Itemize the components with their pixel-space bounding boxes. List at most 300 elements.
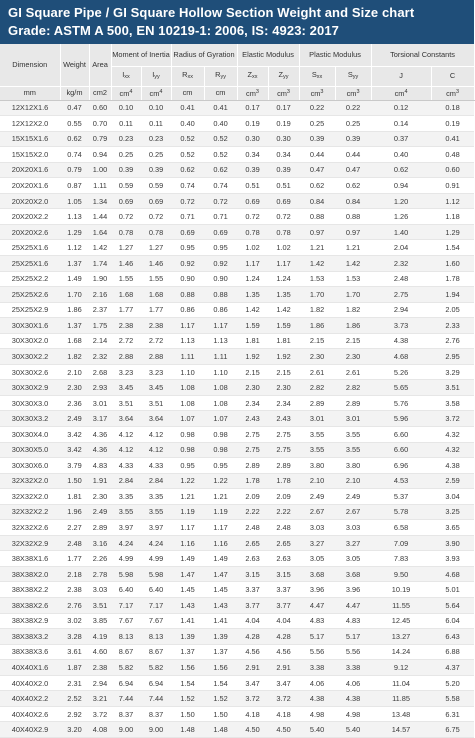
cell-rxx: 0.86 [171, 302, 204, 318]
cell-syy: 0.25 [335, 116, 371, 132]
cell-sxx: 3.96 [299, 582, 335, 598]
cell-zyy: 3.15 [268, 566, 299, 582]
cell-zxx: 0.72 [237, 209, 268, 225]
cell-weight: 0.62 [60, 131, 89, 147]
cell-iyy: 4.24 [141, 535, 171, 551]
cell-j: 6.58 [371, 520, 431, 536]
cell-sxx: 2.82 [299, 380, 335, 396]
cell-syy: 2.49 [335, 489, 371, 505]
cell-j: 13.27 [371, 629, 431, 645]
cell-weight: 3.02 [60, 613, 89, 629]
cell-c: 6.88 [431, 644, 474, 660]
cell-j: 6.60 [371, 426, 431, 442]
cell-zyy: 1.59 [268, 318, 299, 334]
cell-rxx: 1.56 [171, 660, 204, 676]
cell-ixx: 4.12 [111, 442, 141, 458]
cell-c: 3.90 [431, 535, 474, 551]
cell-rxx: 0.98 [171, 426, 204, 442]
cell-area: 1.75 [89, 318, 111, 334]
cell-zxx: 3.15 [237, 566, 268, 582]
cell-zyy: 3.47 [268, 675, 299, 691]
cell-area: 2.37 [89, 302, 111, 318]
table-row [0, 364, 474, 380]
cell-iyy: 0.39 [141, 162, 171, 178]
cell-iyy: 3.51 [141, 395, 171, 411]
cell-c: 2.95 [431, 349, 474, 365]
header-plastic-modulus: Plastic Modulus [299, 44, 371, 66]
cell-rxx: 1.13 [171, 333, 204, 349]
cell-dimension: 32X32X2.2 [0, 504, 60, 520]
cell-ryy: 1.19 [204, 504, 237, 520]
cell-ixx: 3.35 [111, 489, 141, 505]
cell-zxx: 2.48 [237, 520, 268, 536]
cell-syy: 0.97 [335, 224, 371, 240]
header-radius-of-gyration: Radius of Gyration [171, 44, 237, 66]
cell-ryy: 1.39 [204, 629, 237, 645]
table-body [0, 100, 474, 737]
cell-c: 0.91 [431, 178, 474, 194]
cell-zxx: 0.69 [237, 193, 268, 209]
cell-area: 3.17 [89, 411, 111, 427]
table-row [0, 598, 474, 614]
cell-c: 1.54 [431, 240, 474, 256]
cell-ixx: 2.88 [111, 349, 141, 365]
header-weight: Weight [60, 44, 89, 86]
cell-ixx: 0.10 [111, 100, 141, 116]
cell-sxx: 5.17 [299, 629, 335, 645]
cell-ryy: 0.41 [204, 100, 237, 116]
cell-j: 5.26 [371, 364, 431, 380]
cell-iyy: 1.77 [141, 302, 171, 318]
cell-syy: 4.38 [335, 691, 371, 707]
cell-ryy: 0.95 [204, 240, 237, 256]
cell-iyy: 0.11 [141, 116, 171, 132]
cell-syy: 3.01 [335, 411, 371, 427]
cell-ixx: 1.46 [111, 255, 141, 271]
cell-ryy: 1.52 [204, 691, 237, 707]
cell-weight: 1.86 [60, 302, 89, 318]
cell-dimension: 12X12X1.6 [0, 100, 60, 116]
cell-ixx: 6.40 [111, 582, 141, 598]
cell-dimension: 30X30X2.6 [0, 364, 60, 380]
cell-dimension: 38X38X2.9 [0, 613, 60, 629]
unit-zxx: $cm^3$ [237, 86, 268, 100]
cell-dimension: 30X30X2.9 [0, 380, 60, 396]
cell-weight: 0.47 [60, 100, 89, 116]
cell-c: 1.94 [431, 287, 474, 303]
cell-j: 11.04 [371, 675, 431, 691]
cell-sxx: 1.82 [299, 302, 335, 318]
header-area: Area [89, 44, 111, 86]
sym-c: C [431, 66, 474, 86]
cell-ryy: 0.88 [204, 287, 237, 303]
cell-dimension: 30X30X4.0 [0, 426, 60, 442]
cell-area: 2.93 [89, 380, 111, 396]
cell-ixx: 0.72 [111, 209, 141, 225]
cell-dimension: 32X32X2.6 [0, 520, 60, 536]
cell-ixx: 0.25 [111, 147, 141, 163]
cell-c: 1.18 [431, 209, 474, 225]
table-row [0, 255, 474, 271]
cell-c: 3.65 [431, 520, 474, 536]
cell-iyy: 4.12 [141, 426, 171, 442]
cell-dimension: 15X15X1.6 [0, 131, 60, 147]
cell-area: 3.72 [89, 706, 111, 722]
sym-ixx: $I_{xx}$ [111, 66, 141, 86]
cell-rxx: 1.47 [171, 566, 204, 582]
cell-dimension: 20X20X1.6 [0, 178, 60, 194]
cell-iyy: 3.55 [141, 504, 171, 520]
cell-syy: 2.82 [335, 380, 371, 396]
cell-sxx: 2.67 [299, 504, 335, 520]
cell-j: 5.65 [371, 380, 431, 396]
cell-area: 2.32 [89, 349, 111, 365]
cell-iyy: 7.17 [141, 598, 171, 614]
cell-weight: 0.79 [60, 162, 89, 178]
cell-zxx: 1.02 [237, 240, 268, 256]
cell-ryy: 1.16 [204, 535, 237, 551]
table-row [0, 473, 474, 489]
cell-ryy: 0.69 [204, 224, 237, 240]
cell-sxx: 0.22 [299, 100, 335, 116]
cell-sxx: 5.40 [299, 722, 335, 738]
cell-area: 2.14 [89, 333, 111, 349]
cell-rxx: 1.41 [171, 613, 204, 629]
header-moment-of-inertia: Moment of Inertia [111, 44, 171, 66]
cell-area: 1.42 [89, 240, 111, 256]
cell-c: 2.33 [431, 318, 474, 334]
cell-ixx: 3.45 [111, 380, 141, 396]
cell-dimension: 40X40X1.6 [0, 660, 60, 676]
cell-weight: 1.77 [60, 551, 89, 567]
cell-zyy: 2.15 [268, 364, 299, 380]
cell-sxx: 0.47 [299, 162, 335, 178]
cell-rxx: 0.52 [171, 147, 204, 163]
cell-zyy: 3.77 [268, 598, 299, 614]
cell-c: 0.48 [431, 147, 474, 163]
cell-weight: 1.81 [60, 489, 89, 505]
cell-dimension: 25X25X2.9 [0, 302, 60, 318]
cell-zyy: 3.37 [268, 582, 299, 598]
cell-ryy: 1.37 [204, 644, 237, 660]
cell-area: 4.36 [89, 442, 111, 458]
cell-ryy: 0.86 [204, 302, 237, 318]
cell-ryy: 0.62 [204, 162, 237, 178]
cell-j: 10.19 [371, 582, 431, 598]
cell-zyy: 1.24 [268, 271, 299, 287]
cell-rxx: 1.48 [171, 722, 204, 738]
cell-syy: 3.55 [335, 426, 371, 442]
cell-ryy: 1.56 [204, 660, 237, 676]
cell-syy: 0.22 [335, 100, 371, 116]
table-row [0, 489, 474, 505]
cell-dimension: 25X25X2.2 [0, 271, 60, 287]
cell-area: 2.94 [89, 675, 111, 691]
cell-j: 1.26 [371, 209, 431, 225]
table-row [0, 675, 474, 691]
cell-syy: 2.10 [335, 473, 371, 489]
cell-sxx: 3.03 [299, 520, 335, 536]
cell-zxx: 0.30 [237, 131, 268, 147]
table-row [0, 504, 474, 520]
table-row [0, 411, 474, 427]
cell-j: 2.04 [371, 240, 431, 256]
cell-ixx: 8.67 [111, 644, 141, 660]
header-row-units [0, 86, 474, 100]
cell-c: 1.78 [431, 271, 474, 287]
cell-c: 6.75 [431, 722, 474, 738]
cell-rxx: 1.08 [171, 395, 204, 411]
cell-sxx: 1.42 [299, 255, 335, 271]
cell-weight: 2.27 [60, 520, 89, 536]
cell-dimension: 38X38X3.6 [0, 644, 60, 660]
cell-zxx: 0.17 [237, 100, 268, 116]
sym-ryy: $R_{yy}$ [204, 66, 237, 86]
cell-dimension: 12X12X2.0 [0, 116, 60, 132]
cell-dimension: 25X25X1.6 [0, 255, 60, 271]
unit-sxx: $cm^3$ [299, 86, 335, 100]
cell-zxx: 1.24 [237, 271, 268, 287]
cell-area: 0.70 [89, 116, 111, 132]
cell-syy: 2.61 [335, 364, 371, 380]
cell-zyy: 0.19 [268, 116, 299, 132]
cell-ixx: 2.84 [111, 473, 141, 489]
cell-ryy: 0.52 [204, 147, 237, 163]
cell-dimension: 30X30X3.0 [0, 395, 60, 411]
cell-j: 5.78 [371, 504, 431, 520]
cell-rxx: 1.08 [171, 380, 204, 396]
cell-zxx: 0.78 [237, 224, 268, 240]
cell-ixx: 7.17 [111, 598, 141, 614]
cell-syy: 2.89 [335, 395, 371, 411]
cell-j: 2.75 [371, 287, 431, 303]
cell-sxx: 3.05 [299, 551, 335, 567]
cell-dimension: 38X38X2.2 [0, 582, 60, 598]
header-torsional-constants: Torsional Constants [371, 44, 474, 66]
cell-syy: 4.83 [335, 613, 371, 629]
cell-area: 4.19 [89, 629, 111, 645]
cell-zxx: 4.18 [237, 706, 268, 722]
cell-syy: 3.38 [335, 660, 371, 676]
cell-zxx: 2.89 [237, 458, 268, 474]
unit-zyy: $cm^3$ [268, 86, 299, 100]
cell-c: 4.32 [431, 426, 474, 442]
cell-area: 2.38 [89, 660, 111, 676]
cell-iyy: 2.38 [141, 318, 171, 334]
cell-c: 3.93 [431, 551, 474, 567]
cell-weight: 1.37 [60, 318, 89, 334]
cell-zyy: 2.75 [268, 442, 299, 458]
cell-area: 1.11 [89, 178, 111, 194]
cell-zyy: 1.81 [268, 333, 299, 349]
header-elastic-modulus: Elastic Modulus [237, 44, 299, 66]
cell-rxx: 1.37 [171, 644, 204, 660]
cell-iyy: 0.78 [141, 224, 171, 240]
cell-ixx: 4.12 [111, 426, 141, 442]
cell-zyy: 1.35 [268, 287, 299, 303]
cell-iyy: 2.72 [141, 333, 171, 349]
cell-syy: 1.86 [335, 318, 371, 334]
table-row [0, 224, 474, 240]
cell-zyy: 4.28 [268, 629, 299, 645]
table-row [0, 566, 474, 582]
cell-zyy: 1.17 [268, 255, 299, 271]
cell-syy: 2.30 [335, 349, 371, 365]
cell-c: 4.68 [431, 566, 474, 582]
cell-ixx: 7.44 [111, 691, 141, 707]
cell-ixx: 4.33 [111, 458, 141, 474]
cell-sxx: 3.55 [299, 442, 335, 458]
cell-area: 3.51 [89, 598, 111, 614]
cell-zyy: 1.92 [268, 349, 299, 365]
cell-weight: 1.29 [60, 224, 89, 240]
cell-ixx: 0.39 [111, 162, 141, 178]
cell-dimension: 20X20X2.0 [0, 193, 60, 209]
cell-weight: 2.52 [60, 691, 89, 707]
cell-zyy: 1.42 [268, 302, 299, 318]
cell-c: 3.72 [431, 411, 474, 427]
sym-rxx: $R_{xx}$ [171, 66, 204, 86]
cell-dimension: 40X40X2.6 [0, 706, 60, 722]
table-row [0, 287, 474, 303]
cell-c: 3.58 [431, 395, 474, 411]
cell-ixx: 0.69 [111, 193, 141, 209]
cell-sxx: 0.88 [299, 209, 335, 225]
cell-zyy: 2.65 [268, 535, 299, 551]
cell-ryy: 1.47 [204, 566, 237, 582]
cell-zyy: 0.34 [268, 147, 299, 163]
cell-sxx: 0.25 [299, 116, 335, 132]
cell-sxx: 4.38 [299, 691, 335, 707]
cell-j: 0.40 [371, 147, 431, 163]
cell-syy: 1.82 [335, 302, 371, 318]
cell-j: 0.12 [371, 100, 431, 116]
cell-iyy: 6.40 [141, 582, 171, 598]
cell-zyy: 0.78 [268, 224, 299, 240]
cell-j: 2.94 [371, 302, 431, 318]
cell-ryy: 0.72 [204, 193, 237, 209]
cell-zyy: 2.09 [268, 489, 299, 505]
cell-iyy: 4.99 [141, 551, 171, 567]
cell-zyy: 0.39 [268, 162, 299, 178]
cell-sxx: 5.56 [299, 644, 335, 660]
cell-weight: 3.42 [60, 426, 89, 442]
cell-zxx: 4.56 [237, 644, 268, 660]
cell-syy: 1.42 [335, 255, 371, 271]
table-row [0, 551, 474, 567]
cell-c: 2.59 [431, 473, 474, 489]
cell-ixx: 1.27 [111, 240, 141, 256]
cell-syy: 3.03 [335, 520, 371, 536]
cell-weight: 2.92 [60, 706, 89, 722]
cell-ixx: 7.67 [111, 613, 141, 629]
cell-ryy: 0.52 [204, 131, 237, 147]
cell-iyy: 8.37 [141, 706, 171, 722]
cell-rxx: 1.17 [171, 520, 204, 536]
cell-sxx: 2.30 [299, 349, 335, 365]
cell-iyy: 3.97 [141, 520, 171, 536]
cell-syy: 4.06 [335, 675, 371, 691]
cell-iyy: 7.44 [141, 691, 171, 707]
cell-c: 1.60 [431, 255, 474, 271]
cell-j: 11.55 [371, 598, 431, 614]
cell-iyy: 1.46 [141, 255, 171, 271]
cell-dimension: 25X25X1.6 [0, 240, 60, 256]
cell-area: 0.94 [89, 147, 111, 163]
cell-c: 2.76 [431, 333, 474, 349]
cell-c: 5.64 [431, 598, 474, 614]
table-row [0, 100, 474, 116]
cell-sxx: 2.49 [299, 489, 335, 505]
cell-rxx: 1.39 [171, 629, 204, 645]
cell-dimension: 25X25X2.6 [0, 287, 60, 303]
cell-sxx: 2.10 [299, 473, 335, 489]
cell-rxx: 0.41 [171, 100, 204, 116]
cell-j: 11.85 [371, 691, 431, 707]
cell-ixx: 3.55 [111, 504, 141, 520]
cell-dimension: 40X40X2.2 [0, 691, 60, 707]
unit-weight: kg/m [60, 86, 89, 100]
cell-zxx: 3.37 [237, 582, 268, 598]
cell-zyy: 2.22 [268, 504, 299, 520]
cell-zyy: 2.63 [268, 551, 299, 567]
cell-ixx: 2.72 [111, 333, 141, 349]
cell-j: 2.48 [371, 271, 431, 287]
cell-ryy: 1.43 [204, 598, 237, 614]
cell-zxx: 3.72 [237, 691, 268, 707]
cell-ixx: 6.94 [111, 675, 141, 691]
cell-syy: 0.47 [335, 162, 371, 178]
cell-weight: 2.18 [60, 566, 89, 582]
cell-sxx: 2.89 [299, 395, 335, 411]
cell-syy: 2.15 [335, 333, 371, 349]
cell-j: 3.73 [371, 318, 431, 334]
table-row [0, 116, 474, 132]
cell-ryy: 0.98 [204, 442, 237, 458]
cell-c: 4.32 [431, 442, 474, 458]
unit-rxx: cm [171, 86, 204, 100]
table-row [0, 706, 474, 722]
unit-ixx: $cm^4$ [111, 86, 141, 100]
cell-weight: 3.42 [60, 442, 89, 458]
cell-dimension: 32X32X2.0 [0, 473, 60, 489]
cell-zxx: 0.19 [237, 116, 268, 132]
table-row [0, 240, 474, 256]
cell-ixx: 8.13 [111, 629, 141, 645]
cell-zxx: 2.63 [237, 551, 268, 567]
cell-rxx: 1.07 [171, 411, 204, 427]
cell-syy: 1.21 [335, 240, 371, 256]
cell-zxx: 0.51 [237, 178, 268, 194]
cell-dimension: 38X38X1.6 [0, 551, 60, 567]
cell-zyy: 2.48 [268, 520, 299, 536]
cell-syy: 3.96 [335, 582, 371, 598]
sym-iyy: $I_{yy}$ [141, 66, 171, 86]
cell-iyy: 5.98 [141, 566, 171, 582]
cell-zxx: 4.28 [237, 629, 268, 645]
cell-ixx: 0.78 [111, 224, 141, 240]
cell-weight: 0.87 [60, 178, 89, 194]
cell-j: 13.48 [371, 706, 431, 722]
cell-sxx: 0.84 [299, 193, 335, 209]
cell-syy: 5.56 [335, 644, 371, 660]
cell-sxx: 2.61 [299, 364, 335, 380]
cell-ryy: 0.98 [204, 426, 237, 442]
cell-c: 6.04 [431, 613, 474, 629]
cell-j: 5.76 [371, 395, 431, 411]
cell-syy: 5.17 [335, 629, 371, 645]
cell-area: 4.60 [89, 644, 111, 660]
